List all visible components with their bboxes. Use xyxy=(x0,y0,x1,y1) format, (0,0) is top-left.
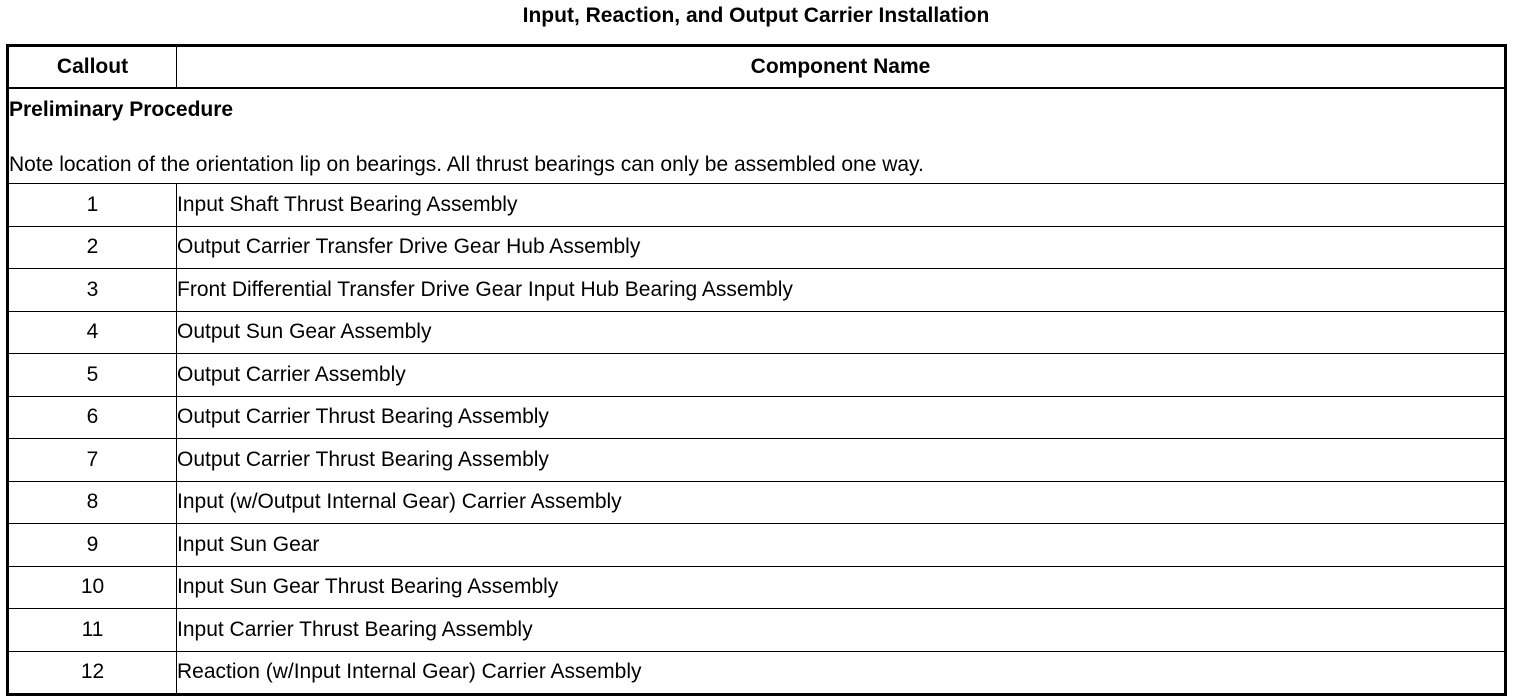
callout-number: 6 xyxy=(8,396,177,439)
preliminary-procedure-cell xyxy=(8,88,1506,184)
callout-number: 8 xyxy=(8,481,177,524)
component-name: Input Sun Gear xyxy=(177,524,1506,567)
callout-number: 2 xyxy=(8,226,177,269)
callout-column-header: Callout xyxy=(8,46,177,89)
table-row xyxy=(8,439,1506,482)
callout-table xyxy=(6,44,1507,696)
component-name: Input (w/Output Internal Gear) Carrier Assembly xyxy=(177,481,1506,524)
component-name-column-header: Component Name xyxy=(177,46,1506,89)
table-row xyxy=(8,524,1506,567)
table-row xyxy=(8,226,1506,269)
callout-number: 5 xyxy=(8,354,177,397)
component-name: Input Sun Gear Thrust Bearing Assembly xyxy=(177,566,1506,609)
callout-number: 12 xyxy=(8,651,177,695)
preliminary-procedure-row xyxy=(8,88,1506,184)
component-name: Output Carrier Assembly xyxy=(177,354,1506,397)
preliminary-procedure-heading: Preliminary Procedure xyxy=(9,98,234,121)
table-row xyxy=(8,354,1506,397)
callout-number: 7 xyxy=(8,439,177,482)
callout-number: 1 xyxy=(8,184,177,227)
component-name: Input Shaft Thrust Bearing Assembly xyxy=(177,184,1506,227)
page-title: Input, Reaction, and Output Carrier Installation xyxy=(522,4,990,27)
table-row xyxy=(8,609,1506,652)
component-name: Reaction (w/Input Internal Gear) Carrier Assembly xyxy=(177,651,1506,695)
component-name: Front Differential Transfer Drive Gear Input Hub Bearing Assembly xyxy=(177,269,1506,312)
callout-number: 11 xyxy=(8,609,177,652)
component-name: Output Carrier Transfer Drive Gear Hub Assembly xyxy=(177,226,1506,269)
table-body xyxy=(8,88,1506,695)
callout-number: 10 xyxy=(8,566,177,609)
table-row xyxy=(8,396,1506,439)
table-row xyxy=(8,566,1506,609)
table-row xyxy=(8,311,1506,354)
table-row xyxy=(8,269,1506,312)
table-row xyxy=(8,184,1506,227)
table-row xyxy=(8,651,1506,695)
callout-number: 4 xyxy=(8,311,177,354)
table-header-row xyxy=(8,46,1506,89)
callout-number: 3 xyxy=(8,269,177,312)
component-name: Output Sun Gear Assembly xyxy=(177,311,1506,354)
preliminary-procedure-note: Note location of the orientation lip on bearings. All thrust bearings can only be assembled one way. xyxy=(9,153,924,176)
component-name: Output Carrier Thrust Bearing Assembly xyxy=(177,439,1506,482)
table-row xyxy=(8,481,1506,524)
component-name: Input Carrier Thrust Bearing Assembly xyxy=(177,609,1506,652)
component-name: Output Carrier Thrust Bearing Assembly xyxy=(177,396,1506,439)
callout-number: 9 xyxy=(8,524,177,567)
